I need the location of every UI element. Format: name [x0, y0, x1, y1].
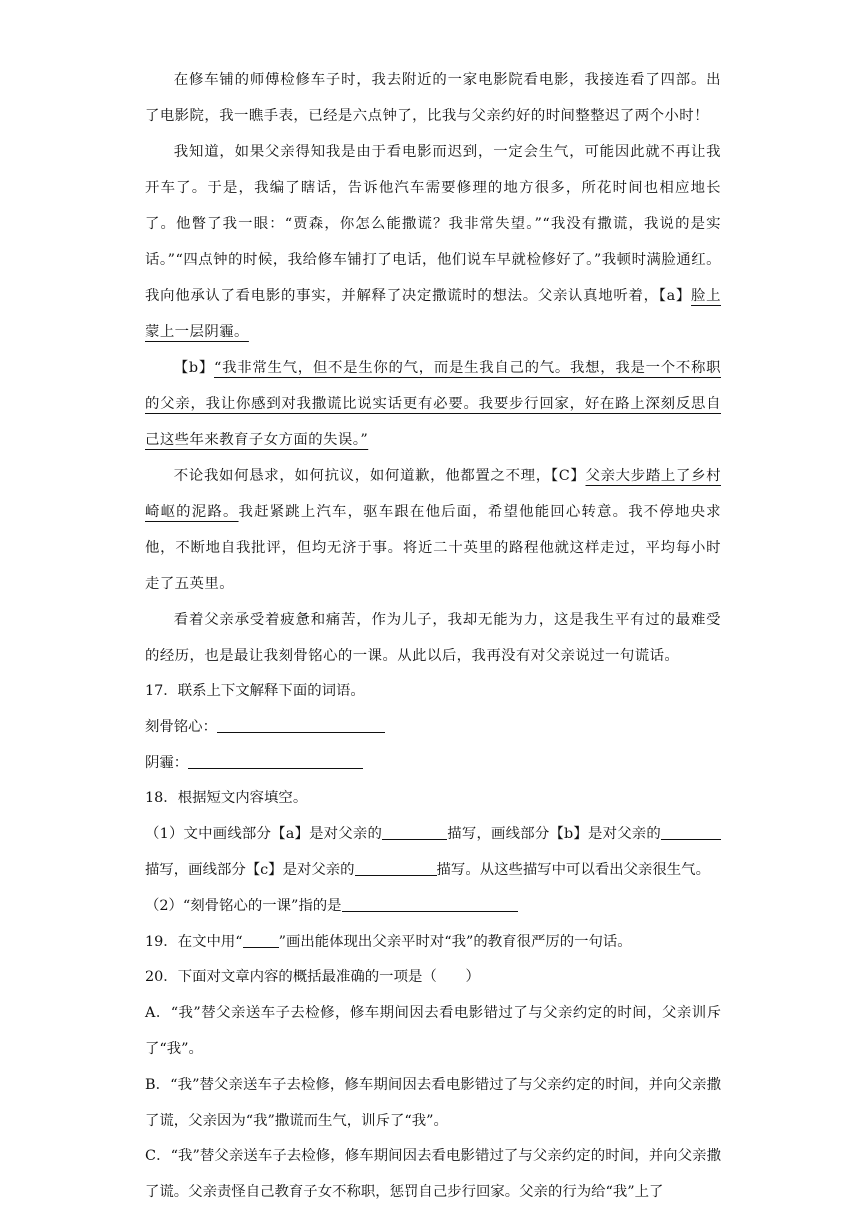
- passage-paragraph-2: [145, 134, 721, 350]
- answer-blank-18-a[interactable]: [382, 823, 447, 840]
- question-18-1-part-a: （1）文中画线部分【a】是对父亲的: [145, 826, 383, 843]
- question-19-part-b: ”画出能体现出父亲平时对“我”的教育很严厉的一句话。: [278, 933, 632, 950]
- question-18: 18．根据短文内容填空。: [145, 790, 308, 807]
- question-18-2: [145, 889, 721, 925]
- passage-paragraph-2-text: 我知道，如果父亲得知我是由于看电影而迟到，一定会生气，可能因此就不再让我开车了。于是，我编了瞎话，告诉他汽车需要修理的地方很多，所花时间也相应地长了。他瞥了我一眼：“贾森，你怎么能撒谎？我非常失望。”“我没有撒谎，我说的是实话。”“四点钟的时候，我给修车铺打了电话，他们说车早就检修好了。”我顿时满脸通红。我向他承认了看电影的事实，并解释了决定撒谎时的想法。父亲认真地听着，: [145, 144, 721, 304]
- question-17-word-1-label: 刻骨铭心：: [145, 718, 217, 735]
- answer-blank-17-2[interactable]: [188, 752, 363, 769]
- option-c[interactable]: C．“我”替父亲送车子去检修，修车期间因去看电影错过了与父亲约定的时间，并向父亲撒了谎。父亲责怪自己教育子女不称职，惩罚自己步行回家。父亲的行为给“我”上了: [145, 1148, 721, 1201]
- passage-paragraph-3: [145, 350, 721, 458]
- underline-c: 父亲大步踏上了乡村崎岖的泥路。: [145, 468, 721, 520]
- answer-blank-18-c[interactable]: [355, 859, 437, 876]
- option-a[interactable]: A．“我”替父亲送车子去检修，修车期间因去看电影错过了与父亲约定的时间，父亲训斥了“我”。: [145, 1005, 721, 1057]
- mark-b: 【b】: [173, 360, 214, 376]
- question-18-1-part-b: 描写，画线部分【b】是对父亲的: [447, 826, 661, 843]
- answer-blank-18-b[interactable]: [661, 823, 721, 840]
- question-18-2-text: （2）“刻骨铭心的一课”指的是: [145, 897, 342, 914]
- question-17-word-1: [145, 710, 721, 746]
- question-19: [145, 925, 721, 961]
- question-19-part-a: 19．在文中用“: [145, 933, 243, 950]
- option-b[interactable]: B．“我”替父亲送车子去检修，修车期间因去看电影错过了与父亲约定的时间，并向父亲撒了谎，父亲因为“我”撒谎而生气，训斥了“我”。: [145, 1076, 721, 1129]
- document-page: [145, 62, 721, 1211]
- question-18-1-part-d: 描写。从这些描写中可以看出父亲很生气。: [436, 861, 710, 878]
- passage-paragraph-4-pre: 不论我如何恳求，如何抗议，如何道歉，他都置之不理，: [173, 468, 551, 484]
- answer-blank-17-1[interactable]: [217, 716, 385, 733]
- question-17-word-2-label: 阴霾：: [145, 754, 189, 771]
- question-18-1: [145, 817, 721, 889]
- passage-paragraph-4-post: 我赶紧跳上汽车，驱车跟在他后面，希望他能回心转意。我不停地央求他，不断地自我批评，但均无济于事。将近二十英里的路程他就这样走过，平均每小时走了五英里。: [145, 504, 722, 592]
- underline-a: 脸上蒙上一层阴霾。: [145, 288, 721, 340]
- answer-blank-18-2[interactable]: [342, 895, 518, 912]
- question-17-word-2: [145, 746, 721, 782]
- passage-paragraph-1: 在修车铺的师傅检修车子时，我去附近的一家电影院看电影，我接连看了四部。出了电影院，我一瞧手表，已经是六点钟了，比我与父亲约好的时间整整迟了两个小时！: [145, 72, 721, 124]
- underline-symbol-blank: [243, 931, 279, 948]
- mark-c: 【C】: [550, 468, 586, 484]
- question-17: 17．联系上下文解释下面的词语。: [145, 683, 365, 699]
- question-18-1-part-c: 描写，画线部分【c】是对父亲的: [145, 861, 355, 878]
- mark-a: 【a】: [658, 288, 692, 304]
- question-20: 20．下面对文章内容的概括最准确的一项是（ ）: [145, 969, 480, 986]
- underline-b: “我非常生气，但不是生你的气，而是生我自己的气。我想，我是一个不称职的父亲，我让你感到对我撒谎比说实话更有必要。我要步行回家，好在路上深刻反思自己这些年来教育子女方面的失误。”: [145, 360, 721, 448]
- passage-paragraph-5: 看着父亲承受着疲惫和痛苦，作为儿子，我却无能为力，这是我生平有过的最难受的经历，也是最让我刻骨铭心的一课。从此以后，我再没有对父亲说过一句谎话。: [145, 612, 721, 664]
- passage-paragraph-4: [145, 458, 721, 602]
